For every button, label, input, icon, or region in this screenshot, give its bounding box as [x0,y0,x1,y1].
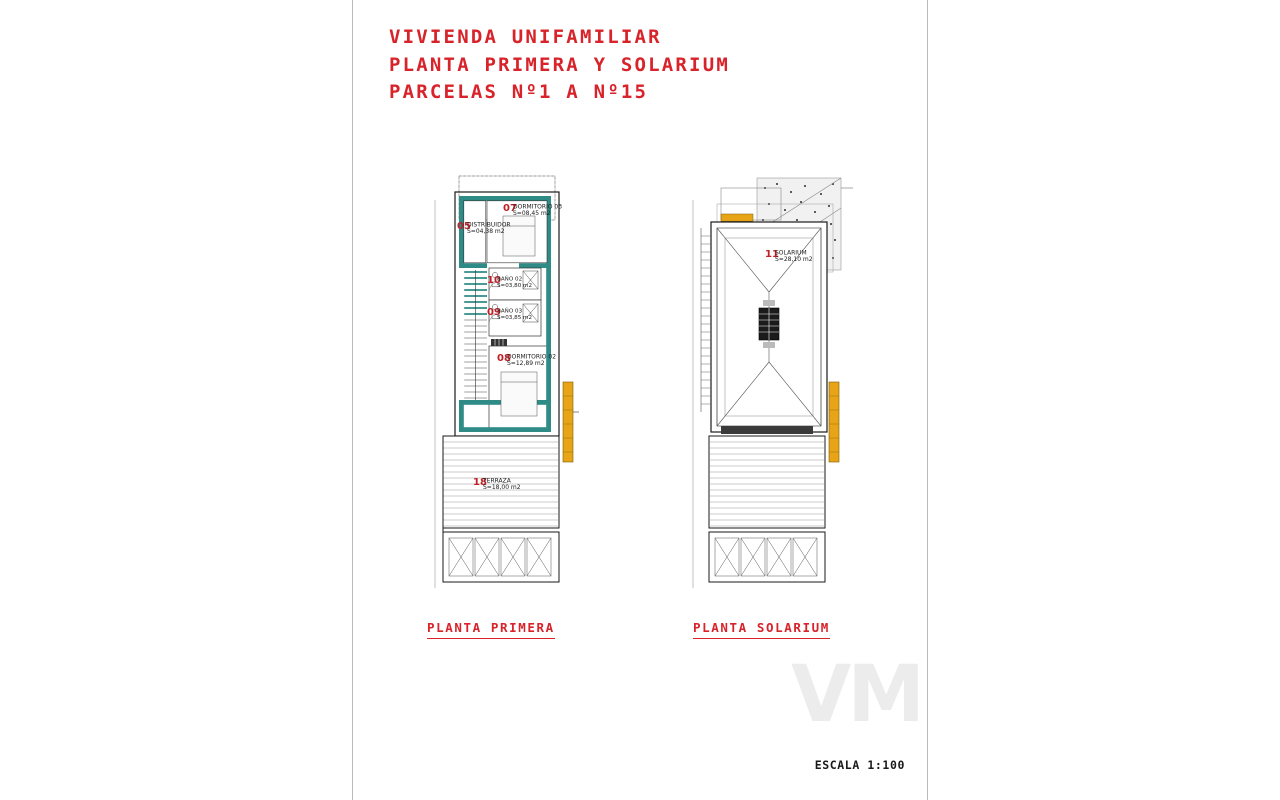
svg-text:05: 05 [457,221,471,232]
svg-text:S=08,45 m2: S=08,45 m2 [513,210,551,218]
svg-text:S=28,10 m2: S=28,10 m2 [775,256,813,264]
svg-text:DORMITORIO 02: DORMITORIO 02 [507,353,557,361]
floorplan-planta-primera [415,172,615,602]
svg-text:11: 11 [765,249,779,260]
title-line-3: PARCELAS Nº1 A Nº15 [389,81,649,104]
svg-text:DORMITORIO 03: DORMITORIO 03 [513,203,563,211]
title-line-2: PLANTA PRIMERA Y SOLARIUM [389,53,730,76]
svg-text:10: 10 [487,275,501,286]
svg-text:DISTRIBUIDOR: DISTRIBUIDOR [467,221,511,229]
page-margin-right [928,0,1280,800]
svg-text:BAÑO 03: BAÑO 03 [497,308,523,315]
caption-planta-solarium: PLANTA SOLARIUM [693,620,830,639]
svg-text:SOLARIUM: SOLARIUM [775,249,807,257]
svg-text:S=03,85 m2: S=03,85 m2 [497,314,533,321]
caption-planta-primera: PLANTA PRIMERA [427,620,555,639]
svg-text:S=04,38 m2: S=04,38 m2 [467,228,505,236]
svg-text:09: 09 [487,307,501,318]
svg-text:07: 07 [503,203,517,214]
svg-text:S=18,00 m2: S=18,00 m2 [483,484,521,492]
svg-text:TERRAZA: TERRAZA [483,477,511,485]
svg-text:S=03,80 m2: S=03,80 m2 [497,282,533,289]
drawing-sheet [352,0,928,800]
title-line-1: VIVIENDA UNIFAMILIAR [389,26,662,48]
page-margin-left [0,0,352,800]
svg-text:BAÑO 02: BAÑO 02 [497,276,523,283]
svg-text:S=12,89 m2: S=12,89 m2 [507,360,545,368]
svg-text:08: 08 [497,353,511,364]
scale-note: ESCALA 1:100 [814,758,905,772]
floorplan-planta-solarium [681,172,881,602]
watermark: VM [791,650,921,740]
page-title [389,24,730,107]
svg-text:18: 18 [473,477,487,488]
